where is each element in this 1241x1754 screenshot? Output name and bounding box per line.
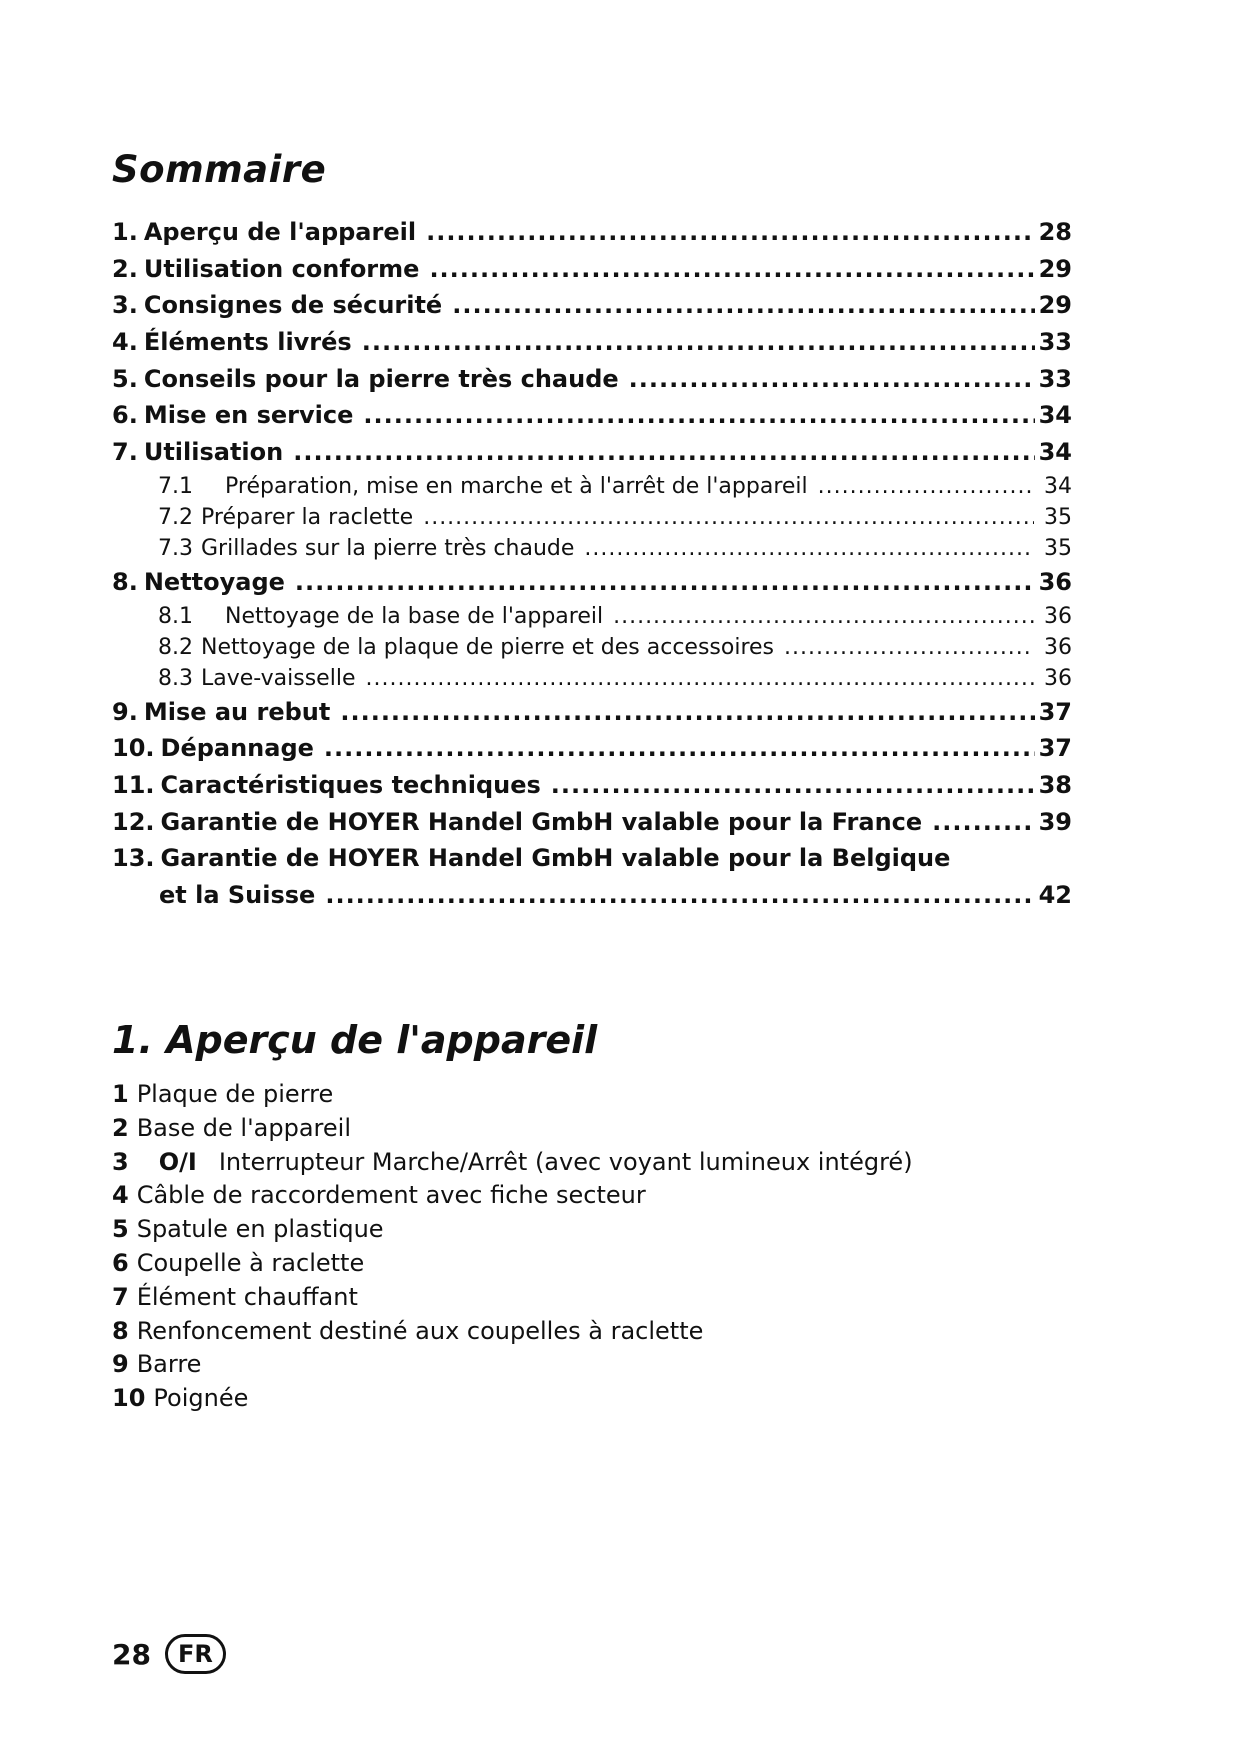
toc-page: 38 — [1038, 770, 1072, 799]
toc-number: 8. — [112, 567, 138, 596]
toc-label: Dépannage — [160, 734, 314, 763]
toc-entry-7-2[interactable] — [112, 502, 1072, 533]
toc-number: 7. — [112, 438, 138, 467]
toc-page: 36 — [1038, 567, 1072, 596]
part-label: Base de l'appareil — [136, 1113, 351, 1142]
toc-entry-10[interactable] — [112, 730, 1072, 767]
power-switch-symbol: O/I — [158, 1147, 197, 1176]
toc-leader — [365, 663, 1034, 694]
part-label: Interrupteur Marche/Arrêt (avec voyant lumineux intégré) — [218, 1147, 913, 1176]
toc-number: 7.1 — [158, 473, 193, 499]
toc-number: 10. — [112, 734, 155, 763]
toc-label: Préparer la raclette — [201, 504, 414, 530]
toc-label: Grillades sur la pierre très chaude — [201, 535, 575, 561]
toc-page: 36 — [1044, 665, 1072, 691]
part-number: 1 — [112, 1080, 129, 1108]
toc-leader — [429, 251, 1034, 288]
toc-number: 12. — [112, 807, 155, 836]
toc-leader — [784, 632, 1034, 663]
part-number: 8 — [112, 1316, 129, 1345]
toc-page: 29 — [1038, 291, 1072, 320]
part-number: 4 — [112, 1181, 129, 1210]
list-item — [112, 1213, 913, 1247]
toc-entry-1[interactable] — [112, 214, 1072, 251]
toc-label: Lave-vaisselle — [201, 665, 356, 691]
toc-leader — [362, 324, 1035, 361]
toc-number: 7.2 — [158, 504, 193, 530]
toc-title: Sommaire — [112, 148, 327, 191]
toc-number: 8.3 — [158, 665, 193, 691]
list-item — [112, 1382, 913, 1416]
toc-label: Aperçu de l'appareil — [143, 218, 417, 246]
toc-page: 35 — [1044, 535, 1072, 561]
toc-label: Nettoyage de la plaque de pierre et des accessoires — [201, 634, 774, 660]
toc-number: 13. — [112, 844, 155, 873]
part-number: 9 — [112, 1350, 129, 1379]
toc-entry-5[interactable] — [112, 361, 1072, 398]
toc-entry-6[interactable] — [112, 397, 1072, 434]
part-number: 2 — [112, 1113, 129, 1142]
toc-page: 36 — [1044, 603, 1072, 629]
toc-number: 7.3 — [158, 535, 193, 561]
toc-entry-12[interactable] — [112, 804, 1072, 841]
toc-number: 2. — [112, 254, 138, 283]
list-item — [112, 1281, 913, 1315]
toc-page: 33 — [1038, 328, 1072, 357]
toc-entry-4[interactable] — [112, 324, 1072, 361]
toc-number: 9. — [112, 697, 138, 726]
toc-page: 33 — [1038, 364, 1072, 393]
page-number: 28 — [112, 1637, 151, 1671]
toc-entry-9[interactable] — [112, 694, 1072, 731]
toc-label: Garantie de HOYER Handel GmbH valable pour la Belgique — [160, 844, 951, 873]
toc-number: 8.2 — [158, 634, 193, 660]
parts-list — [112, 1078, 913, 1416]
toc-page: 34 — [1044, 473, 1072, 499]
toc-page: 29 — [1038, 254, 1072, 283]
toc-leader — [452, 287, 1034, 324]
toc-page: 34 — [1038, 401, 1072, 430]
toc-number: 11. — [112, 770, 155, 799]
toc-page: 37 — [1038, 697, 1072, 726]
language-badge: FR — [165, 1634, 226, 1674]
toc-entry-11[interactable] — [112, 767, 1072, 804]
toc-leader — [325, 877, 1034, 914]
part-label: Coupelle à raclette — [136, 1248, 365, 1277]
toc-entry-3[interactable] — [112, 287, 1072, 324]
toc-number: 8.1 — [158, 603, 193, 629]
toc-entry-8-3[interactable] — [112, 663, 1072, 694]
toc-label-continued: et la Suisse — [159, 880, 316, 909]
part-label: Renfoncement destiné aux coupelles à raclette — [136, 1316, 704, 1345]
part-label: Poignée — [153, 1384, 249, 1413]
toc-leader — [295, 564, 1035, 601]
toc-entry-7-3[interactable] — [112, 533, 1072, 564]
toc-label: Éléments livrés — [143, 328, 352, 357]
table-of-contents — [112, 214, 1072, 914]
toc-leader — [293, 434, 1034, 471]
list-item — [112, 1179, 913, 1213]
page-footer — [112, 1634, 226, 1674]
toc-page: 34 — [1038, 438, 1072, 467]
list-item — [112, 1247, 913, 1281]
toc-entry-8-2[interactable] — [112, 632, 1072, 663]
part-number: 10 — [112, 1384, 146, 1413]
part-label: Spatule en plastique — [136, 1215, 384, 1244]
toc-label: Mise en service — [143, 401, 354, 430]
part-label: Barre — [136, 1350, 202, 1379]
toc-label: Caractéristiques techniques — [160, 770, 541, 799]
toc-entry-7[interactable] — [112, 434, 1072, 471]
toc-number: 3. — [112, 291, 138, 320]
toc-page: 37 — [1038, 734, 1072, 763]
toc-number: 6. — [112, 401, 138, 430]
toc-label: Utilisation — [143, 438, 284, 467]
toc-label: Utilisation conforme — [143, 254, 420, 283]
list-item — [112, 1078, 913, 1112]
section-title: 1. Aperçu de l'appareil — [112, 1018, 598, 1062]
toc-entry-13[interactable] — [112, 840, 1072, 877]
part-label: Plaque de pierre — [136, 1080, 334, 1108]
list-item — [112, 1146, 913, 1180]
toc-leader — [584, 533, 1034, 564]
list-item — [112, 1112, 913, 1146]
toc-leader — [363, 397, 1034, 434]
toc-page: 36 — [1044, 634, 1072, 660]
toc-number: 4. — [112, 328, 138, 357]
toc-page: 39 — [1038, 807, 1072, 836]
part-label: Élément chauffant — [136, 1282, 358, 1311]
toc-leader — [932, 804, 1034, 841]
toc-label: Consignes de sécurité — [143, 291, 443, 320]
toc-leader — [818, 471, 1034, 502]
toc-label: Nettoyage — [143, 567, 285, 596]
toc-number: 1. — [112, 218, 138, 246]
toc-entry-8-1[interactable] — [112, 601, 1072, 632]
toc-leader — [613, 601, 1034, 632]
toc-entry-8[interactable] — [112, 564, 1072, 601]
toc-page: 42 — [1038, 880, 1072, 909]
part-number: 6 — [112, 1248, 129, 1277]
toc-label: Préparation, mise en marche et à l'arrêt de l'appareil — [225, 473, 808, 499]
toc-leader — [340, 694, 1034, 731]
list-item — [112, 1315, 913, 1349]
toc-label: Garantie de HOYER Handel GmbH valable pour la France — [160, 807, 923, 836]
toc-label: Mise au rebut — [143, 697, 331, 726]
toc-label: Nettoyage de la base de l'appareil — [225, 603, 604, 629]
toc-number: 5. — [112, 364, 138, 393]
part-number: 7 — [112, 1282, 129, 1311]
toc-page: 28 — [1038, 218, 1072, 246]
toc-leader — [629, 361, 1035, 398]
part-label: Câble de raccordement avec fiche secteur — [136, 1181, 646, 1210]
list-item — [112, 1348, 913, 1382]
part-number: 3 — [112, 1147, 129, 1176]
toc-leader — [324, 730, 1035, 767]
toc-leader — [551, 767, 1035, 804]
part-number: 5 — [112, 1215, 129, 1244]
toc-entry-7-1[interactable] — [112, 471, 1072, 502]
toc-page: 35 — [1044, 504, 1072, 530]
toc-entry-2[interactable] — [112, 251, 1072, 288]
toc-leader — [423, 502, 1034, 533]
toc-label: Conseils pour la pierre très chaude — [143, 364, 619, 393]
toc-entry-13-continued[interactable] — [112, 877, 1072, 914]
toc-leader — [426, 214, 1035, 251]
